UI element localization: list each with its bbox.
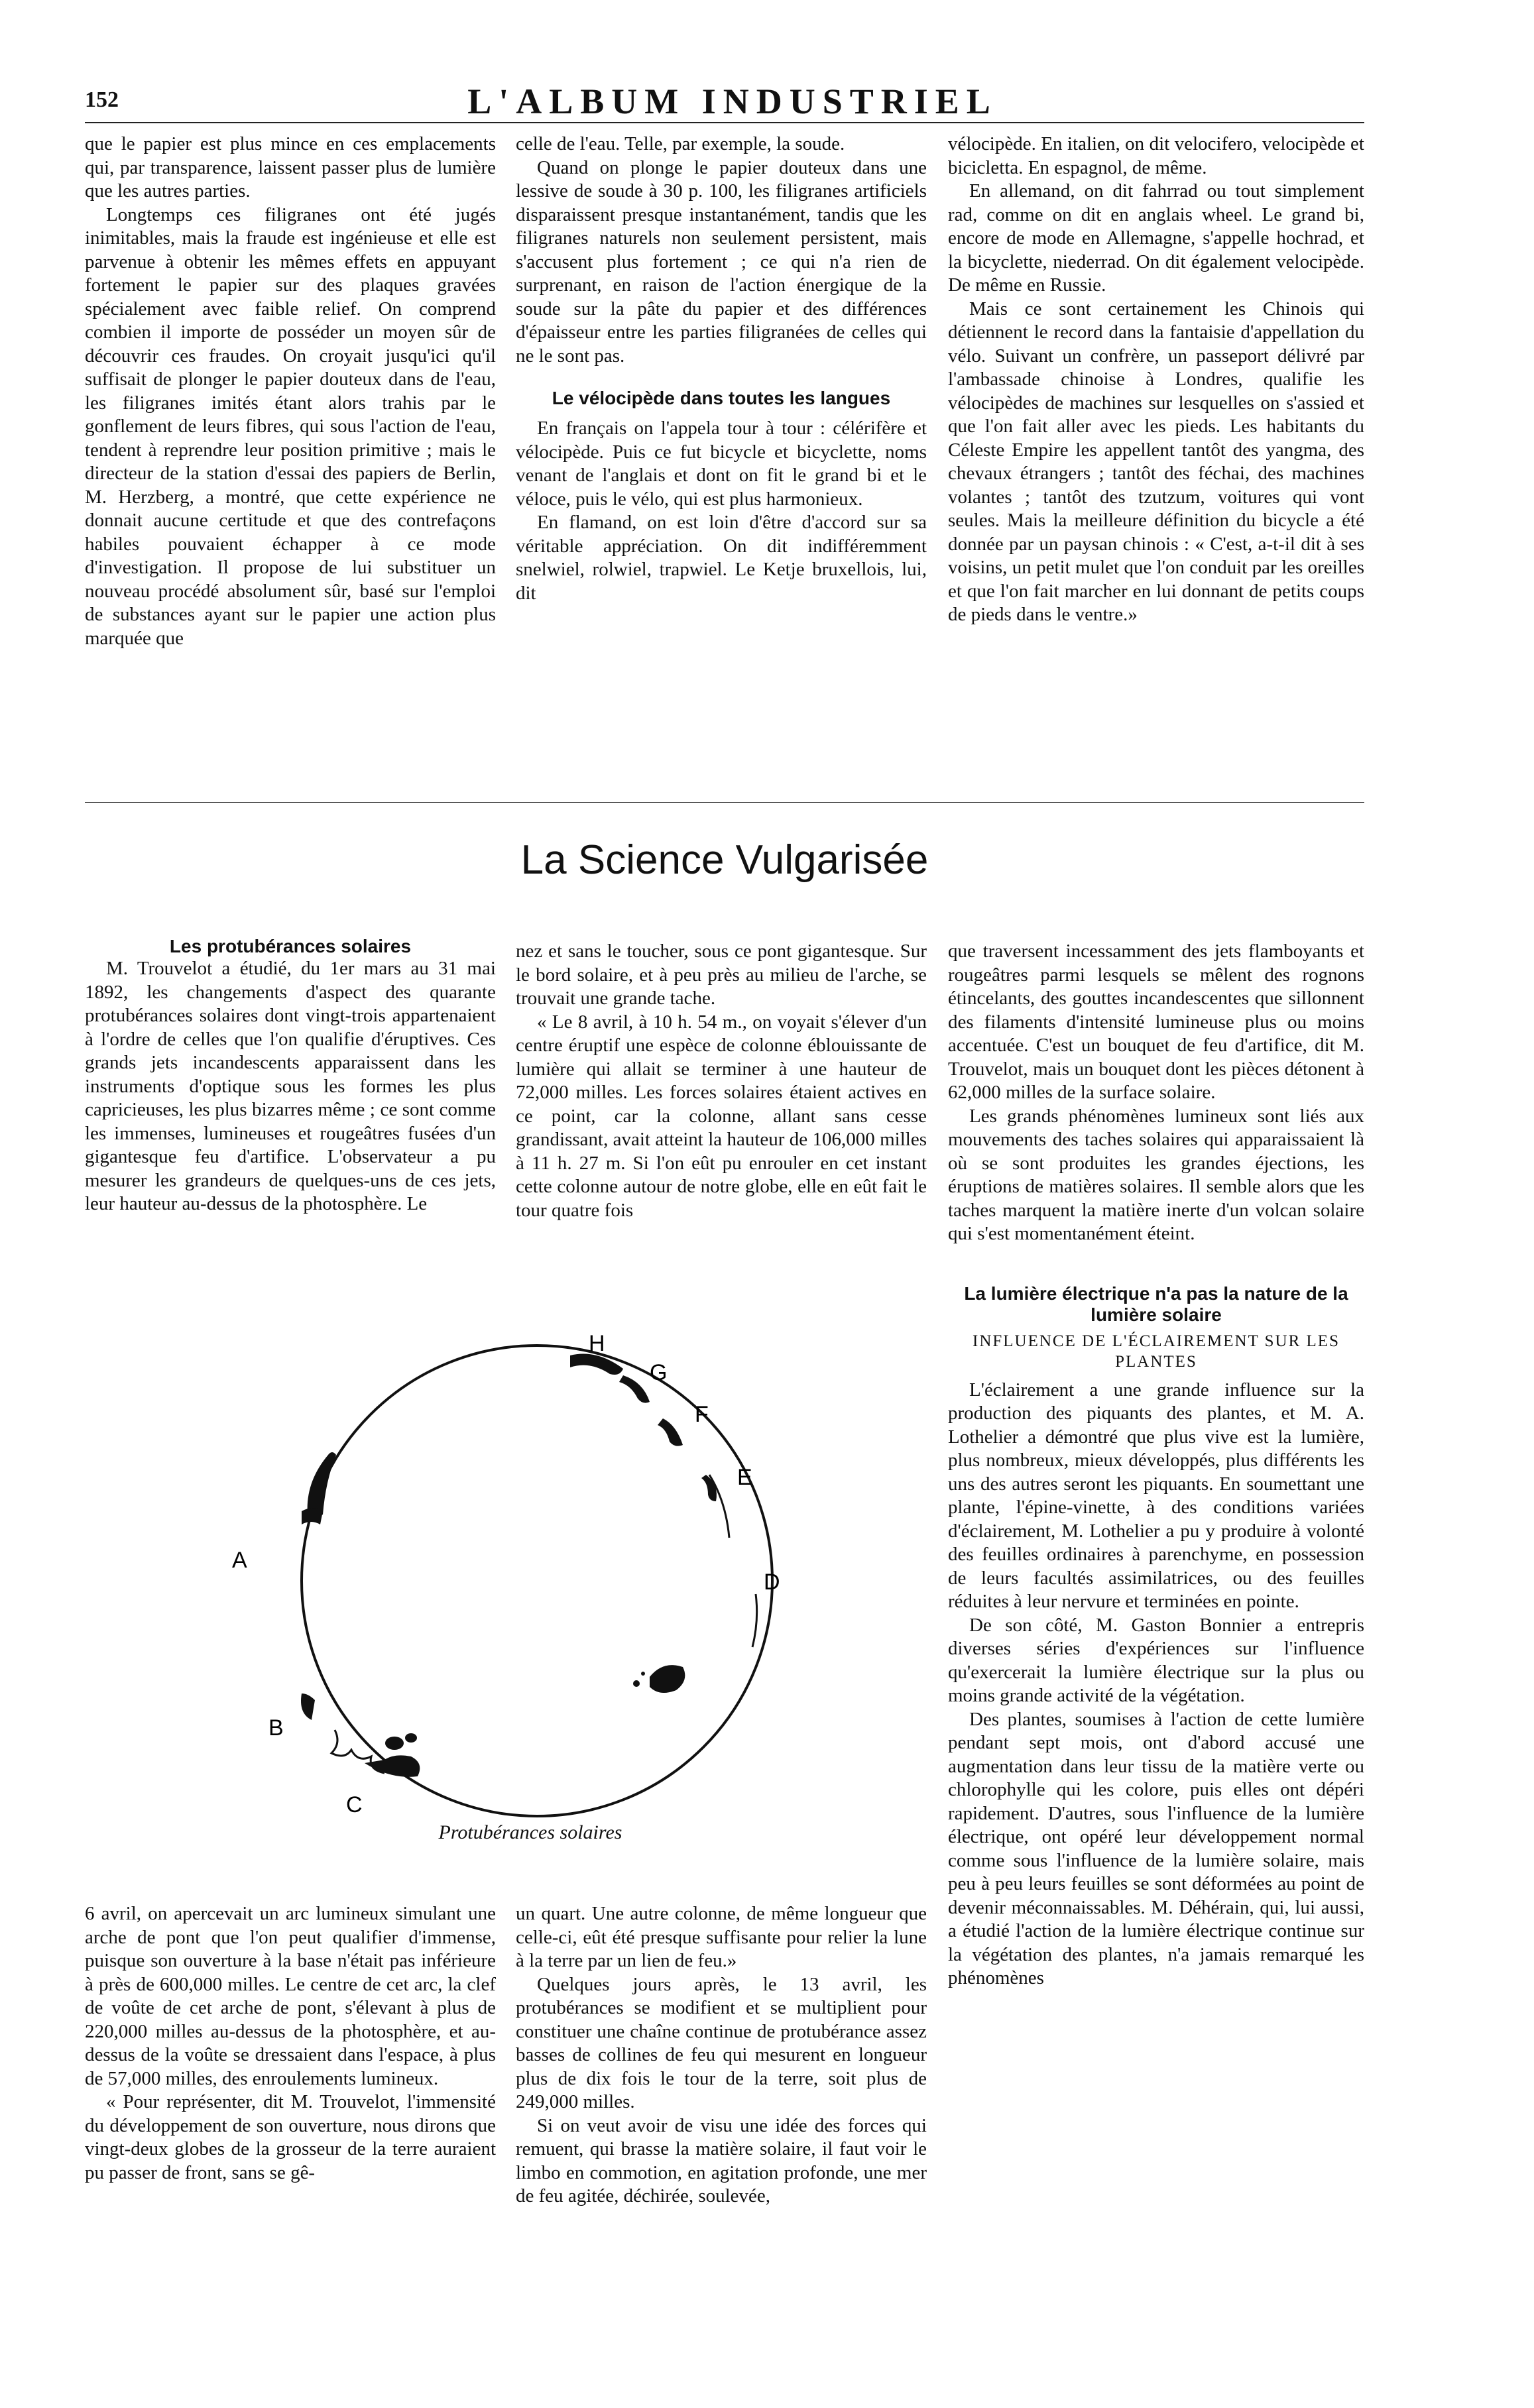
top-column-1 — [85, 133, 496, 650]
paragraph: que traversent incessamment des jets flamboyants et rougeâtres parmi lesquels se mêlent des rognons étincelants, des gouttes incandescentes que sillonnent des filaments d'intensité lumineuse plus ou moins accentuée. C'est un bouquet de feu d'artifice, dit M. Trouvelot, mais un bouquet dont les pièces détonent à 62,000 milles de la surface solaire. — [948, 941, 1364, 1103]
paragraph: M. Trouvelot a étudié, du 1er mars au 31 mai 1892, les changements d'aspect des quarante protubérances solaires dont vingt-trois appartenaient à l'ordre de celles que l'on qualifie d'éruptives. Ces grands jets incandescents apparaissent dans les instruments d'optique sous les formes les plus capricieuses, les plus bizarres même ; ce sont comme les immenses, lumineuses et rougeâtres fusées d'un gigantesque feu d'artifice. L'observateur a pu mesurer les grandeurs de quelques-uns de ces jets, leur hauteur au-dessus de la photosphère. Le — [85, 958, 496, 1214]
paragraph: 6 avril, on apercevait un arc lumineux simulant une arche de pont que l'on peut qualifier d'immense, puisque son ouverture à la base n'était pas inférieure à près de 600,000 milles. Le centre de cet arc, la clef de voûte de cet arche de pont, s'élevant à plus de 220,000 milles au-dessus de la photosphère, et au-dessus de la voûte se dressaient dans l'espace, à plus de 57,000 milles, des enroulements lumineux. — [85, 1903, 496, 2089]
figure-caption: Protubérances solaires — [438, 1821, 622, 1843]
paragraph: Des plantes, soumises à l'action de cette lumière pendant sept mois, ont d'abord accusé une augmentation dans leur tissu de la matière verte ou chlorophylle qui les colore, puis elles ont dépéri rapidement. D'autres, sous l'influence de la lumière électrique, ont opéré leur développement normal comme sous l'influence de la lumière solaire, mais peu à peu leurs feuilles se sont déformées au point de devenir méconnaissables. M. Déhérain, qui, lui aussi, a étudié l'action de la lumière électrique continue sur la végétation des plantes, n'a jamais remarqué les phénomènes — [948, 1708, 1364, 1988]
article-heading: La lumière électrique n'a pas la nature de la lumière solaire — [964, 1283, 1348, 1325]
prominence-d — [752, 1594, 757, 1647]
figure-label: F — [695, 1402, 709, 1427]
paragraph: L'éclairement a une grande influence sur la production des piquants des plantes, et M. A. Lothelier a démontré que plus vive est la lumière, plus nombreux, mieux développés, plus différents les uns des autres seront les piquants. En soumettant une plante, l'épine-vinette, à des conditions variées d'éclairement, M. Lothelier a pu y produire à volonté des feuilles ordinaires à parenchyme, en possession de leurs facultés assimilatrices, ou des feuilles réduites à leur nervure et terminées en pointe. — [948, 1379, 1364, 1612]
paragraph: En français on l'appela tour à tour : célérifère et vélocipède. Puis ce fut bicycle et bicyclette, noms venant de l'anglais et dont on fit le grand bi et le véloce, puis le vélo, qui est plus harmonieux. — [516, 418, 927, 510]
bottom-column-2-continued — [516, 1902, 927, 2208]
paragraph: En flamand, on est loin d'être d'accord sur sa véritable appréciation. On dit indifféremment snelwiel, rolwiel, trapwiel. Le Ketje bruxellois, lui, dit — [516, 512, 927, 604]
top-column-3 — [948, 133, 1364, 627]
top-column-2 — [516, 133, 927, 605]
sunspot — [650, 1665, 685, 1693]
paragraph: Mais ce sont certainement les Chinois qui détiennent le record dans la fantaisie d'appellation du vélo. Suivant un confrère, un passeport délivré par l'ambassade chinoise à Londres, qualifie les vélocipèdes de machines sur lesquelles on s'assied et que l'on fait aller avec les pieds. Les habitants du Céleste Empire les appellent tantôt des yangma, des chevaux étrangers ; tantôt des féchai, des machines volantes ; tantôt des tzutzum, voitures qui vont seules. Mais la meilleure définition du bicycle a été donnée par un paysan chinois : « C'est, a-t-il dit à ses voisins, un petit mulet que l'on conduit par les oreilles et que l'on fait marcher en lui donnant de petits coups de pieds dans le ventre.» — [948, 298, 1364, 625]
figure-label: H — [589, 1332, 605, 1356]
figure-label: A — [232, 1548, 247, 1573]
paragraph: « Le 8 avril, à 10 h. 54 m., on voyait s'élever d'un centre éruptif une espèce de colonne éblouissante de lumière qui allait se terminer à une hauteur de 72,000 milles. Les forces solaires étaient actives en ce point, car la colonne, allant sans cesse grandissant, avait atteint la hauteur de 106,000 milles à 11 h. 27 m. Si l'on eût pu enrouler en cet instant cette colonne autour de notre globe, elle en eût fait le tour quatre fois — [516, 1011, 927, 1221]
prominence-h — [570, 1354, 623, 1375]
figure-label: C — [346, 1792, 363, 1817]
prominence-f — [658, 1418, 683, 1446]
article-heading: Les protubérances solaires — [169, 936, 412, 956]
figure-label: B — [268, 1715, 284, 1741]
prominence-e — [701, 1475, 717, 1501]
bottom-column-3 — [948, 940, 1364, 1990]
bottom-column-2 — [516, 940, 927, 1222]
figure-label: D — [764, 1570, 780, 1595]
page-number: 152 — [85, 87, 119, 112]
paragraph: vélocipède. En italien, on dit velocifero, velocipède et bicicletta. En espagnol, de même. — [948, 133, 1364, 178]
article-subheading: INFLUENCE DE L'ÉCLAIREMENT SUR LES PLANTES — [973, 1332, 1340, 1371]
sun-disc-illustration — [199, 1332, 862, 1836]
section-title: La Science Vulgarisée — [520, 837, 929, 883]
section-rule-top — [85, 802, 1364, 803]
paragraph: « Pour représenter, dit M. Trouvelot, l'immensité du développement de son ouverture, nous dirons que vingt-deux globes de la grosseur de la terre auraient pu passer de front, sans se gê- — [85, 2091, 496, 2183]
paragraph: De son côté, M. Gaston Bonnier a entrepris diverses séries d'expériences sur l'influence qu'exercerait la lumière électrique sur la plus ou moins grande activité de la végétation. — [948, 1614, 1364, 1706]
journal-title: L'ALBUM INDUSTRIEL — [467, 82, 998, 121]
paragraph: nez et sans le toucher, sous ce pont gigantesque. Sur le bord solaire, et à peu près au milieu de l'arche, se trouvait une grande tache. — [516, 941, 927, 1009]
paragraph: Quand on plonge le papier douteux dans une lessive de soude à 30 p. 100, les filigranes artificiels disparaissent presque instantanément, tandis que les filigranes naturels non seulement persistent, mais s'accusent plus fortement ; ce qui n'a rien de surprenant, en raison de l'action énergique de la soude sur la pâte du papier et des différences d'épaisseur entre les parties filigranées de celles qui ne le sont pas. — [516, 156, 927, 367]
article-heading: Le vélocipède dans toutes les langues — [552, 388, 891, 408]
paragraph: un quart. Une autre colonne, de même longueur que celle-ci, eût été presque suffisante pour relier la lune à la terre par un lien de feu.» — [516, 1903, 927, 1971]
header-rule — [85, 122, 1364, 123]
figure-label: G — [650, 1360, 668, 1385]
paragraph: En allemand, on dit fahrrad ou tout simplement rad, comme on dit en anglais wheel. Le grand bi, encore de mode en Allemagne, s'appelle hochrad, et la bicyclette, niederrad. On dit également velocipède. De même en Russie. — [948, 180, 1364, 296]
bottom-column-1-continued — [85, 1902, 496, 2185]
paragraph: Longtemps ces filigranes ont été jugés inimitables, mais la fraude est ingénieuse et elle est parvenue à obtenir les mêmes effets en appuyant fortement le papier sur des plaques gravées spécialement avec faible relief. On comprend combien il importe de posséder un moyen sûr de découvrir ces fraudes. On croyait jusqu'ici qu'il suffisait de plonger le papier douteux dans de l'eau, les filigranes imités étant alors trahis par le gonflement de leurs fibres, qui sous l'action de l'eau, tendent à reprendre leur position primitive ; mais le directeur de la station d'essai des papiers de Berlin, M. Herzberg, a montré, que cette expérience ne donnait aucune certitude et que des contrefaçons habiles pouvaient échapper à ce mode d'investigation. Il propose de lui substituer un nouveau procédé absolument sûr, basé sur l'emploi de substances ayant sur le papier une action plus marquée que — [85, 203, 496, 649]
paragraph: Les grands phénomènes lumineux sont liés aux mouvements des taches solaires qui apparaissaient là où se sont produites les grandes éjections, les éruptions de matières solaires. Il semble alors que les taches marquent la matière inerte d'un volcan solaire qui s'est momentanément éteint. — [948, 1105, 1364, 1244]
prominence-g — [619, 1375, 650, 1403]
paragraph: Si on veut avoir de visu une idée des forces qui remuent, qui brasse la matière solaire, il faut voir le limbo en commotion, en agitation profonde, une mer de feu agitée, déchirée, soulevée, — [516, 2114, 927, 2207]
prominence-b — [301, 1693, 315, 1720]
prominence-c — [365, 1755, 420, 1777]
solar-figure — [199, 1332, 862, 1843]
bottom-column-1 — [85, 936, 496, 1216]
paragraph: Quelques jours après, le 13 avril, les protubérances se modifient et se multiplient pour constituer une chaîne continue de protubérance assez basses de collines de feu qui mesurent en longueur plus de dix fois le tour de la terre, soit plus de 249,000 milles. — [516, 1973, 927, 2112]
figure-label: E — [737, 1465, 752, 1490]
paragraph: celle de l'eau. Telle, par exemple, la soude. — [516, 133, 845, 154]
paragraph: que le papier est plus mince en ces emplacements qui, par transparence, laissent passer plus de lumière que les autres parties. — [85, 133, 496, 201]
